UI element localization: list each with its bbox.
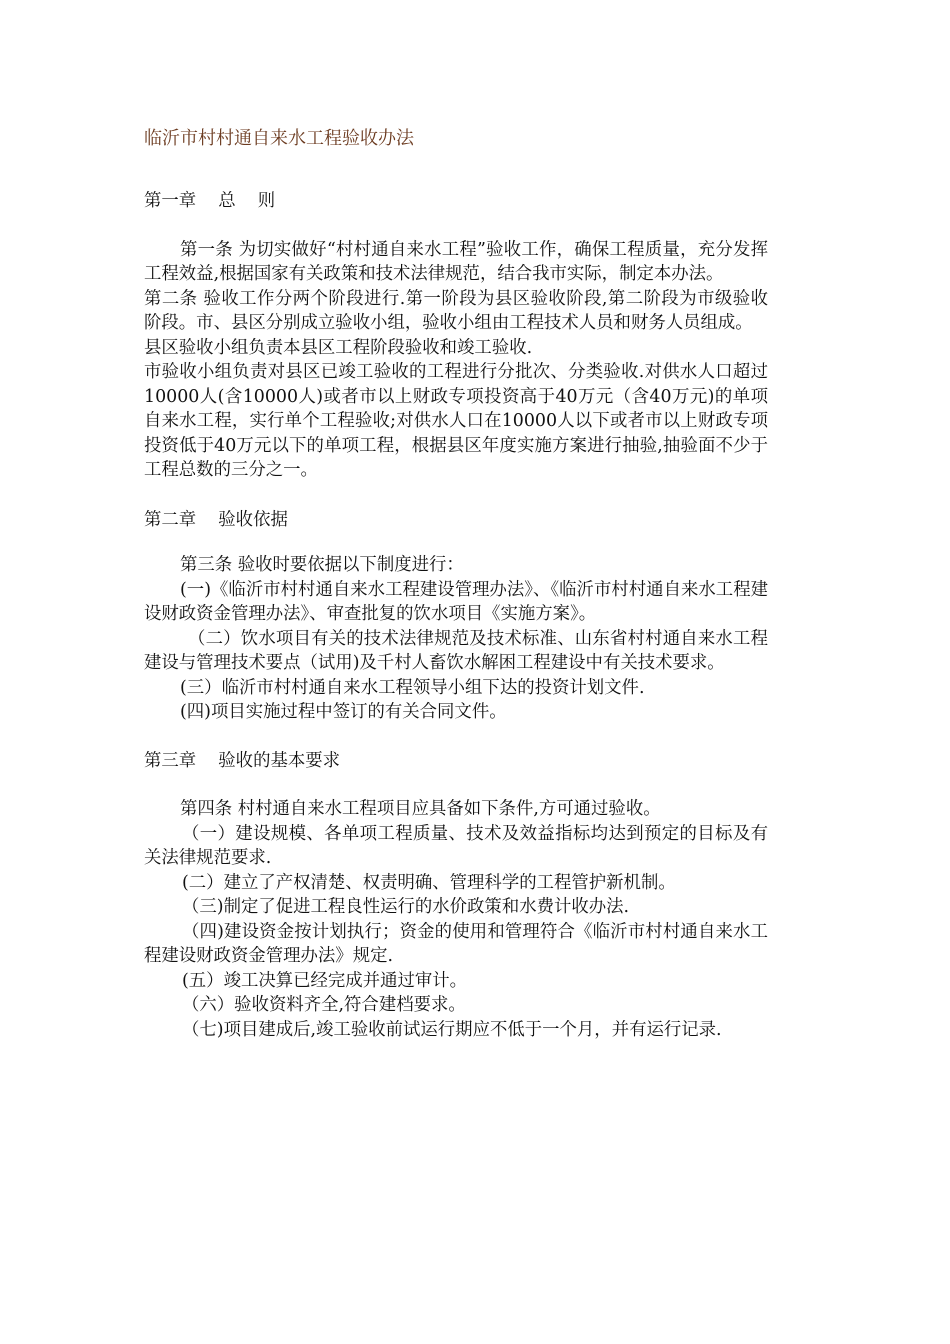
chapter-1 bbox=[144, 189, 768, 483]
list-item: （三)制定了促进工程良性运行的水价政策和水费计收办法. bbox=[182, 897, 630, 917]
list-item: (三）临沂市村村通自来水工程领导小组下达的投资计划文件. bbox=[180, 677, 645, 698]
chapter-heading: 第二章 验收依据 bbox=[144, 509, 288, 530]
chapter-heading: 第三章 验收的基本要求 bbox=[144, 750, 341, 771]
article-paragraph: 县区验收小组负责本县区工程阶段验收和竣工验收. bbox=[144, 337, 533, 358]
list-item: （一）建设规模、各单项工程质量、技术及效益指标均达到预定的目标及有关法律规范要求. bbox=[144, 823, 768, 868]
chapter-3 bbox=[144, 749, 768, 1043]
list-item: （七)项目建成后,竣工验收前试运行期应不低于一个月，并有运行记录. bbox=[182, 1019, 722, 1040]
list-item: (二）建立了产权清楚、权责明确、管理科学的工程管护新机制。 bbox=[182, 872, 676, 893]
article-paragraph: 第四条 村村通自来水工程项目应具备如下条件,方可通过验收。 bbox=[180, 799, 661, 819]
list-item: (一)《临沂市村村通自来水工程建设管理办法》、《临沂市村村通自来水工程建设财政资金管理办法》、审查批复的饮水项目《实施方案》。 bbox=[144, 579, 768, 624]
list-item: (五）竣工决算已经完成并通过审计。 bbox=[182, 970, 468, 991]
list-item: （四)建设资金按计划执行；资金的使用和管理符合《临沂市村村通自来水工程建设财政资金管理办法》规定. bbox=[144, 921, 768, 966]
article-paragraph: 第三条 验收时要依据以下制度进行： bbox=[180, 555, 464, 575]
document-body bbox=[144, 189, 768, 1042]
list-item: （二）饮水项目有关的技术法律规范及技术标准、山东省村村通自来水工程建设与管理技术要点（试用)及千村人畜饮水解困工程建设中有关技术要求。 bbox=[144, 628, 768, 673]
chapter-2 bbox=[144, 508, 768, 725]
article-paragraph: 市验收小组负责对县区已竣工验收的工程进行分批次、分类验收.对供水人口超过10000人(含10000人)或者市以上财政专项投资高于40万元（含40万元)的单项自来水工程，实行单个工程验收;对供水人口在10000人以下或者市以上财政专项投资低于40万元以下的单项工程，根据县区年度实施方案进行抽验,抽验面不少于工程总数的三分之一。 bbox=[144, 362, 768, 480]
chapter-heading: 第一章 总 则 bbox=[144, 191, 276, 211]
list-item: (四)项目实施过程中签订的有关合同文件。 bbox=[180, 702, 507, 722]
document-title: 临沂市村村通自来水工程验收办法 bbox=[144, 128, 414, 149]
article-paragraph: 第二条 验收工作分两个阶段进行.第一阶段为县区验收阶段,第二阶段为市级验收阶段。市、县区分别成立验收小组，验收小组由工程技术人员和财务人员组成。 bbox=[144, 288, 768, 333]
list-item: （六）验收资料齐全,符合建档要求。 bbox=[182, 995, 466, 1015]
article-paragraph: 第一条 为切实做好“村村通自来水工程”验收工作，确保工程质量，充分发挥工程效益,根据国家有关政策和技术法律规范，结合我市实际，制定本办法。 bbox=[144, 239, 768, 284]
